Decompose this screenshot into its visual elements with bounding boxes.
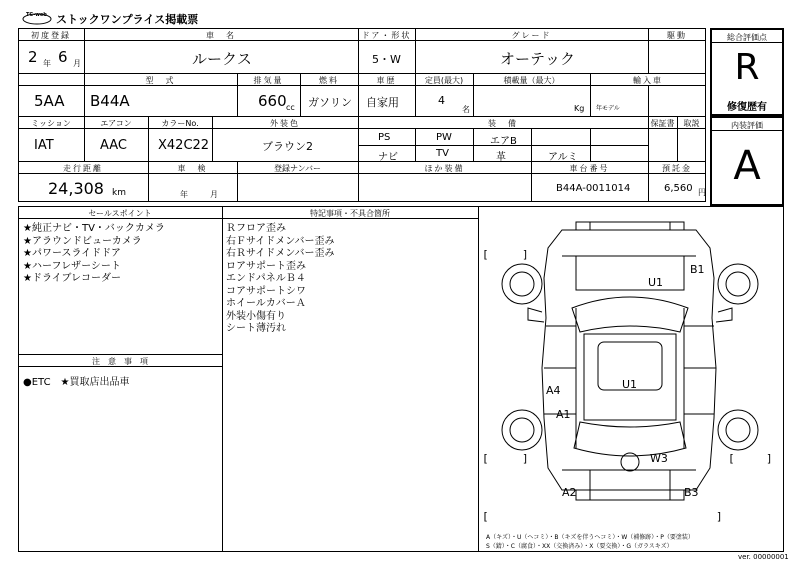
reg-year-unit: 年 (43, 59, 51, 68)
label-interior-eval: 内装評価 (731, 121, 763, 130)
label-mission: ミッション (31, 119, 71, 128)
label-fuel: 燃料 (319, 76, 339, 85)
list-item: ★純正ナビ・TV・バックカメラ (23, 223, 165, 234)
equip-airbag: エアB (490, 136, 517, 147)
list-item: コアサポートシワ (226, 285, 306, 297)
damage-legend-line-2: S（錆）・C（腐食）・XX（交換済み）・X（要交換）・G（ガラスキズ） (486, 543, 673, 550)
equip-ps: PS (378, 132, 391, 143)
label-model: 型 式 (145, 76, 176, 85)
special-notes-list (226, 223, 335, 336)
label-capacity: 定員(最大) (424, 76, 464, 85)
reg-month-unit: 月 (73, 59, 81, 68)
equip-leather: 革 (496, 152, 506, 163)
interior-eval-box (710, 116, 784, 206)
label-import: 輸入車 (633, 76, 663, 85)
label-history: 車歴 (376, 76, 397, 85)
inspection-year-unit: 年 (180, 190, 188, 199)
model-prefix-value: 5AA (34, 92, 65, 110)
list-item: Ｒフロア歪み (226, 223, 286, 234)
label-first-registration: 初度登録 (31, 31, 71, 40)
chassis-no-value: B44A-0011014 (556, 183, 631, 194)
aircon-value: AAC (100, 138, 127, 153)
label-drive: 駆動 (667, 31, 687, 40)
equip-navi: ナビ (378, 152, 398, 163)
label-color-no: カラーNo. (161, 119, 199, 128)
label-remarks: 注 意 事 項 (92, 357, 148, 366)
equip-tv: TV (436, 148, 449, 159)
damage-mark-b1: B1 (690, 263, 705, 276)
list-item: ホイールカバーＡ (226, 298, 306, 309)
label-aircon: エアコン (100, 119, 132, 128)
label-load: 積載量（最大） (503, 76, 560, 85)
label-door-shape: ドア・形状 (361, 31, 412, 40)
bracket: [ (482, 510, 489, 523)
bracket: ] (766, 452, 773, 465)
list-item: 外装小傷有り (226, 310, 286, 322)
list-item: エンドパネルＢ４ (226, 273, 306, 284)
car-name-value: ルークス (192, 50, 252, 68)
grade-value: オーテック (500, 50, 576, 68)
damage-mark-a1: A1 (556, 408, 571, 421)
list-item: シート薄汚れ (226, 323, 286, 334)
bracket: ] (522, 248, 529, 261)
list-item: ★ハーフレザーシート (23, 260, 121, 272)
color-no-value: X42C22 (158, 138, 210, 153)
damage-mark-a2: A2 (562, 486, 577, 499)
label-grade: グレード (511, 31, 552, 40)
displacement-unit: cc (286, 103, 295, 112)
logo-text: TC-web (26, 12, 47, 18)
label-deposit: 預託金 (662, 164, 692, 173)
site-logo (22, 10, 52, 23)
label-chassis-no: 車台番号 (569, 164, 610, 173)
overall-eval-box (710, 28, 784, 116)
list-item: ロアサポート歪み (226, 260, 306, 272)
repair-history-label: 修復歴有 (727, 102, 767, 113)
model-year-label: 年モデル (596, 105, 620, 112)
page-title: ストックワンプライス掲載票 (56, 13, 199, 26)
deposit-unit: 円 (698, 188, 706, 197)
load-unit: Kg (574, 104, 585, 113)
bracket: ] (522, 452, 529, 465)
bracket: ] (716, 510, 723, 523)
damage-mark-u1-roof: U1 (622, 378, 638, 391)
reg-month-value: 6 (58, 48, 68, 66)
history-value: 自家用 (366, 96, 399, 109)
remarks-text: ●ETC ★買取店出品車 (23, 377, 130, 388)
label-inspection: 車 検 (177, 164, 208, 173)
list-item: ★アラウンドビューカメラ (23, 235, 142, 247)
version-label: ver. 00000001 (738, 553, 789, 561)
label-car-name: 車 名 (206, 31, 236, 40)
mileage-unit: km (112, 188, 126, 198)
bracket: [ (482, 248, 489, 261)
inspection-month-unit: 月 (210, 190, 218, 199)
equip-alumi: アルミ (548, 152, 578, 163)
sales-points-list (23, 223, 165, 286)
label-special-notes: 特記事項・不具合箇所 (310, 209, 390, 218)
label-manual: 取説 (683, 119, 700, 128)
damage-mark-u1-front: U1 (648, 276, 664, 289)
label-other-equipment: ほか装備 (424, 164, 465, 173)
damage-legend-line-1: A（キズ）・U（ヘコミ）・B（キズを伴うヘコミ）・W（補修跡）・P（要塗装） (486, 534, 694, 541)
label-mileage: 走行距離 (63, 164, 103, 173)
label-exterior-color: 外装色 (270, 119, 300, 128)
label-reg-plate: 登録ナンバー (273, 164, 322, 173)
bracket: [ (482, 452, 489, 465)
car-damage-diagram (480, 208, 782, 528)
mileage-value: 24,308 (48, 179, 104, 198)
mission-value: IAT (34, 138, 54, 153)
label-warranty: 保証書 (650, 119, 675, 128)
damage-mark-w3: W3 (650, 452, 668, 465)
list-item: 右Ｒサイドメンバー歪み (226, 248, 335, 259)
damage-mark-b3: B3 (684, 486, 699, 499)
label-overall-eval: 総合評価点 (727, 33, 767, 42)
label-displacement: 排気量 (253, 76, 284, 85)
equip-pw: PW (436, 132, 452, 143)
list-item: ★ドライブレコーダー (23, 273, 121, 284)
bracket: [ (728, 452, 735, 465)
displacement-value: 660 (258, 92, 287, 110)
overall-eval-grade: R (734, 47, 760, 88)
door-value: 5・W (372, 53, 401, 66)
list-item: ★パワースライドドア (23, 248, 121, 259)
damage-mark-a4: A4 (546, 384, 561, 397)
label-equipment: 装 備 (488, 119, 518, 128)
capacity-unit: 名 (462, 105, 470, 114)
list-item: 右Ｆサイドメンバー歪み (226, 235, 335, 247)
model-value: B44A (90, 92, 130, 110)
capacity-value: 4 (438, 94, 445, 107)
label-sales-points: セールスポイント (88, 209, 152, 218)
interior-eval-grade: A (733, 143, 761, 189)
color-value: ブラウン2 (262, 140, 313, 153)
reg-year-value: 2 (28, 48, 38, 66)
fuel-value: ガソリン (308, 96, 352, 109)
deposit-value: 6,560 (664, 183, 693, 194)
